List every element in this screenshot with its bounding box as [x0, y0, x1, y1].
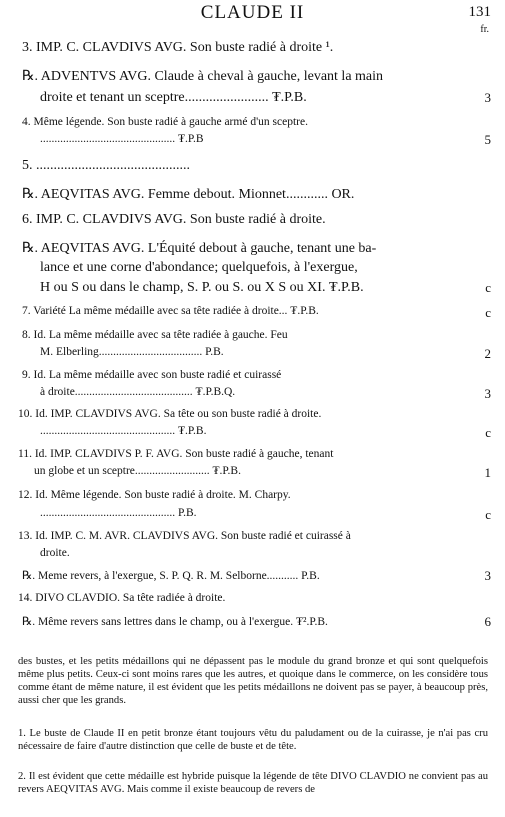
- entry-11-line1: 11. Id. IMP. CLAVDIVS P. F. AVG. Son buste radié à gauche, tenant: [18, 448, 334, 460]
- rarity: 6: [484, 614, 491, 629]
- entry-5: 5. ............................................: [22, 158, 190, 173]
- rarity: c: [485, 305, 491, 320]
- entry-3-reverse-line2: droite et tenant un sceptre........................ ₮.P.B.: [40, 90, 307, 105]
- entry-14: 14. DIVO CLAVDIO. Sa tête radiée à droite.: [18, 592, 226, 604]
- entry-5-reverse: ℞. AEQVITAS AVG. Femme debout. Mionnet............ OR.: [22, 187, 355, 202]
- entry-3: 3. IMP. C. CLAVDIVS AVG. Son buste radié à droite ¹.: [22, 40, 334, 55]
- rarity: 3: [484, 386, 491, 401]
- footnote-2: 2. Il est évident que cette médaille est hybride puisque la légende de tête DIVO CLAVDIO ne convient pas au revers AEQVITAS AVG. Mais comme il existe beaucoup de revers de: [18, 771, 488, 795]
- entry-8-line2: M. Elberling.................................... P.B.: [40, 346, 224, 358]
- page-title: CLAUDE II: [200, 2, 305, 23]
- intro-note: des bustes, et les petits médaillons qui ne dépassent pas le module du grand bronze et qui sont quelquefois même plus petits. Ceux-ci sont moins rares que les autres, et quoique dans le commerce, on les considère tous comme étant de même nature, il est évident que les petits médaillons ne doivent pas se payer, à beaucoup près, aussi cher que les grands.: [18, 656, 488, 706]
- entry-7: 7. Variété La même médaille avec sa tête radiée à droite... ₮.P.B.: [22, 305, 319, 317]
- entry-13-line2: droite.: [40, 547, 70, 559]
- entry-8-line1: 8. Id. La même médaille avec sa tête radiée à gauche. Feu: [22, 329, 288, 341]
- footnote-1: 1. Le buste de Claude II en petit bronze étant toujours vêtu du paludament ou de la cuirasse, je n'ai pas cru nécessaire de faire d'autre distinction que celle de buste et de tête.: [18, 728, 488, 752]
- entry-9-line2: à droite......................................... ₮.P.B.Q.: [40, 386, 236, 398]
- rarity: 2: [484, 346, 491, 361]
- entry-11-line2: un globe et un sceptre.......................... ₮.P.B.: [34, 465, 241, 477]
- entry-13-reverse: ℞. Meme revers, à l'exergue, S. P. Q. R. M. Selborne........... P.B.: [22, 570, 320, 582]
- entry-14-reverse: ℞. Même revers sans lettres dans le champ, ou à l'exergue. ₮².P.B.: [22, 616, 328, 628]
- entry-10-line2: ............................................... ₮.P.B.: [40, 425, 207, 437]
- entry-6-reverse-line3: H ou S ou dans le champ, S. P. ou S. ou X S ou XI. ₮.P.B.: [40, 280, 364, 295]
- entry-9-line1: 9. Id. La même médaille avec son buste radié et cuirassé: [22, 369, 282, 381]
- entry-4: 4. Même légende. Son buste radié à gauche armé d'un sceptre.: [22, 116, 308, 128]
- entry-13-line1: 13. Id. IMP. C. M. AVR. CLAVDIVS AVG. Son buste radié et cuirassé à: [18, 530, 351, 542]
- entry-3-reverse-line1: ℞. ADVENTVS AVG. Claude à cheval à gauche, levant la main: [22, 69, 384, 84]
- rarity: 5: [484, 132, 491, 147]
- entry-6-reverse-line2: lance et une corne d'abondance; quelquefois, à l'exergue,: [40, 260, 358, 275]
- rarity: c: [485, 425, 491, 440]
- rarity: 1: [484, 465, 491, 480]
- entry-6-reverse-line1: ℞. AEQVITAS AVG. L'Équité debout à gauche, tenant une ba-: [22, 241, 377, 256]
- rarity: c: [485, 280, 491, 295]
- rarity: 3: [484, 90, 491, 105]
- page-number: 131: [468, 4, 491, 20]
- entry-12-line2: ............................................... P.B.: [40, 507, 197, 519]
- entry-4-line2: ............................................... ₮.P.B: [40, 133, 204, 145]
- rarity: 3: [484, 568, 491, 583]
- entry-12-line1: 12. Id. Même légende. Son buste radié à droite. M. Charpy.: [18, 489, 291, 501]
- currency-label: fr.: [480, 24, 489, 35]
- entry-10-line1: 10. Id. IMP. CLAVDIVS AVG. Sa tête ou son buste radié à droite.: [18, 408, 322, 420]
- entry-6: 6. IMP. C. CLAVDIVS AVG. Son buste radié à droite.: [22, 212, 326, 227]
- rarity: c: [485, 507, 491, 522]
